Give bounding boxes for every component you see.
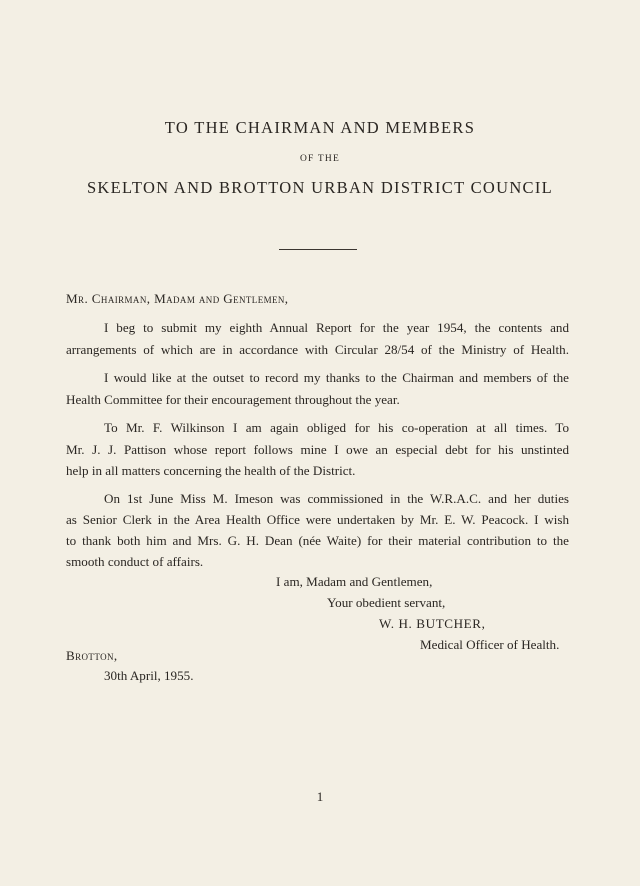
paragraph-1-line-2: arrangements of which are in accordance with Circular 28/54 of the Ministry of Health. [66, 342, 569, 357]
paragraph-3-line-1: To Mr. F. Wilkinson I am again obliged for his co-operation at all times. To [104, 420, 569, 435]
date: 30th April, 1955. [104, 668, 194, 683]
signatory-name: W. H. BUTCHER, [379, 616, 486, 631]
closing-line-2: Your obedient servant, [327, 595, 446, 610]
place: Brotton, [66, 648, 118, 663]
paragraph-4-line-4: smooth conduct of affairs. [66, 554, 204, 569]
heading-of-the: OF THE [299, 154, 340, 164]
paragraph-2-line-2: Health Committee for their encouragement throughout the year. [66, 392, 400, 407]
heading-council: SKELTON AND BROTTON URBAN DISTRICT COUNCIL [86, 178, 554, 197]
paragraph-3-line-2: Mr. J. J. Pattison whose report follows mine I owe an especial debt for his unstinted [66, 442, 569, 457]
paragraph-1-line-1: I beg to submit my eighth Annual Report for the year 1954, the contents and [104, 320, 569, 335]
heading-addressee: TO THE CHAIRMAN AND MEMBERS [164, 118, 476, 137]
paragraph-4-line-2: as Senior Clerk in the Area Health Office were undertaken by Mr. E. W. Peacock. I wish [66, 512, 569, 527]
paragraph-4-line-3: to thank both him and Mrs. G. H. Dean (née Waite) for their material contribution to the [66, 533, 569, 548]
paragraph-3-line-3: help in all matters concerning the health of the District. [66, 463, 356, 478]
signatory-title: Medical Officer of Health. [420, 637, 560, 652]
salutation: Mr. Chairman, Madam and Gentlemen, [66, 291, 289, 306]
paragraph-2-line-1: I would like at the outset to record my thanks to the Chairman and members of the [104, 370, 569, 385]
page-number: 1 [316, 789, 324, 804]
divider-rule [279, 249, 357, 250]
paragraph-4-line-1: On 1st June Miss M. Imeson was commissioned in the W.R.A.C. and her duties [104, 491, 569, 506]
closing-line-1: I am, Madam and Gentlemen, [276, 574, 433, 589]
